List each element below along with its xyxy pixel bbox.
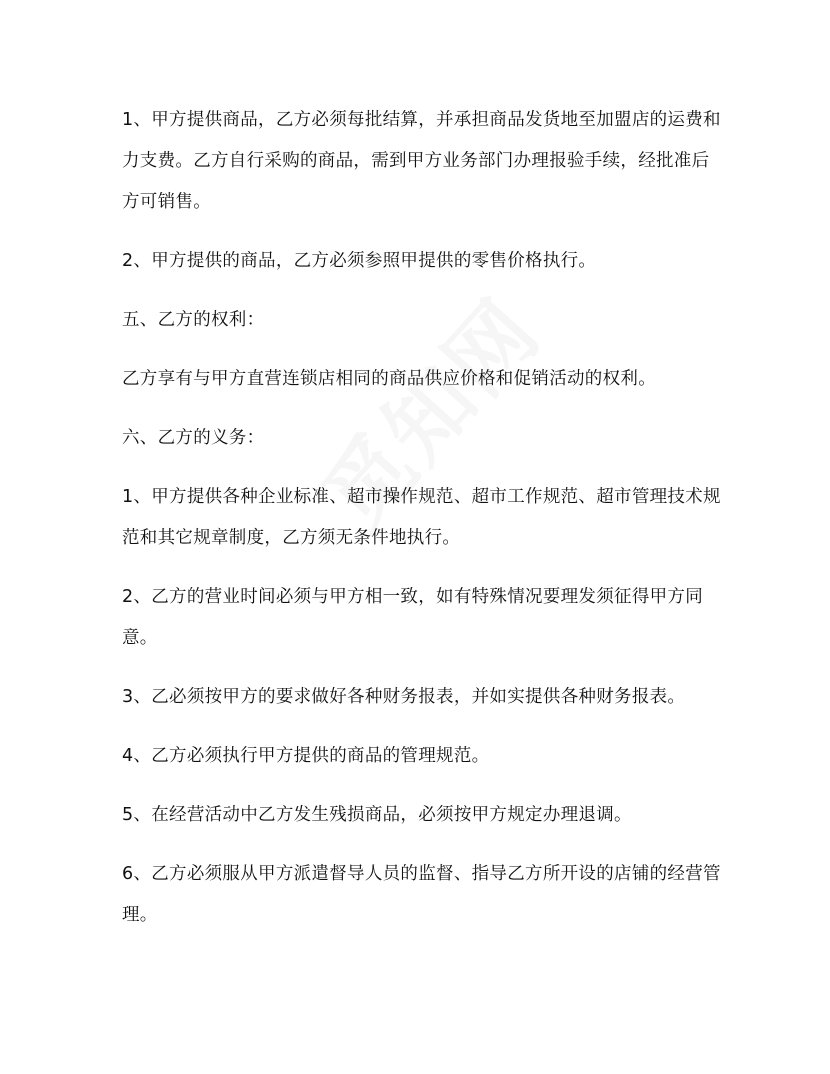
paragraph-obligation-6: 6、乙方必须服从甲方派遣督导人员的监督、指导乙方所开设的店铺的经营管理。 <box>122 864 721 925</box>
paragraph-obligation-4: 4、乙方必须执行甲方提供的商品的管理规范。 <box>122 746 490 766</box>
paragraph-obligation-2: 2、乙方的营业时间必须与甲方相一致，如有特殊情况要理发须征得甲方同意。 <box>122 587 704 648</box>
paragraph-clause-2-price: 2、甲方提供的商品，乙方必须参照甲提供的零售价格执行。 <box>122 251 597 271</box>
paragraph-clause-1-goods: 1、甲方提供商品，乙方必须每批结算，并承担商品发货地至加盟店的运费和力支费。乙方自行采购的商品，需到甲方业务部门办理报验手续，经批准后方可销售。 <box>122 110 721 212</box>
paragraph-obligation-5: 5、在经营活动中乙方发生残损商品，必须按甲方规定办理退调。 <box>122 805 632 825</box>
paragraph-obligation-3: 3、乙必须按甲方的要求做好各种财务报表，并如实提供各种财务报表。 <box>122 687 686 707</box>
section-heading-obligations: 六、乙方的义务： <box>122 428 265 448</box>
section-heading-rights: 五、乙方的权利： <box>122 310 265 330</box>
paragraph-obligation-1: 1、甲方提供各种企业标准、超市操作规范、超市工作规范、超市管理技术规范和其它规章制度，乙方须无条件地执行。 <box>122 487 721 548</box>
document-body <box>122 100 722 954</box>
paragraph-rights: 乙方享有与甲方直营连锁店相同的商品供应价格和促销活动的权利。 <box>122 369 656 389</box>
